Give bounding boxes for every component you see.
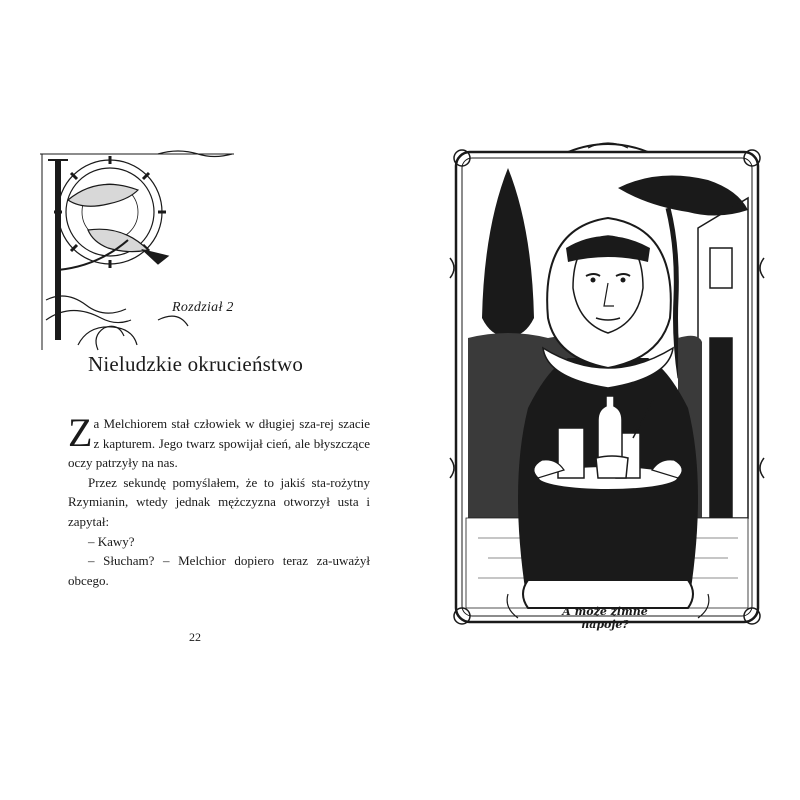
paragraph-1-text: a Melchiorem stał człowiek w długiej sza-rej szacie z kapturem. Jego twarz spowijał cień, ale błyszczące oczy patrzyły na nas. (68, 416, 370, 471)
body-text (68, 410, 370, 590)
dialog-line-2: – Słucham? – Melchior dopiero teraz za-uważył obcego. (68, 553, 370, 588)
p-initial-ornament-icon (38, 150, 238, 355)
page-number: 22 (189, 630, 201, 644)
chapter-label: Rozdział 2 (172, 300, 234, 315)
chapter-title: Nieludzkie okrucieństwo (88, 352, 304, 376)
right-page (400, 0, 800, 800)
hooded-monk-with-tray-icon (448, 138, 766, 638)
drop-cap: Z (68, 410, 93, 455)
paragraph-2: Przez sekundę pomyślałem, że to jakiś sta-rożytny Rzymianin, wtedy jednak mężczyzna otworzył usta i zapytał: (68, 474, 370, 529)
paragraph-1 (68, 410, 370, 473)
illustration-caption: A może zimne napoje? (562, 605, 648, 631)
dialog-line-1: – Kawy? (88, 533, 135, 549)
